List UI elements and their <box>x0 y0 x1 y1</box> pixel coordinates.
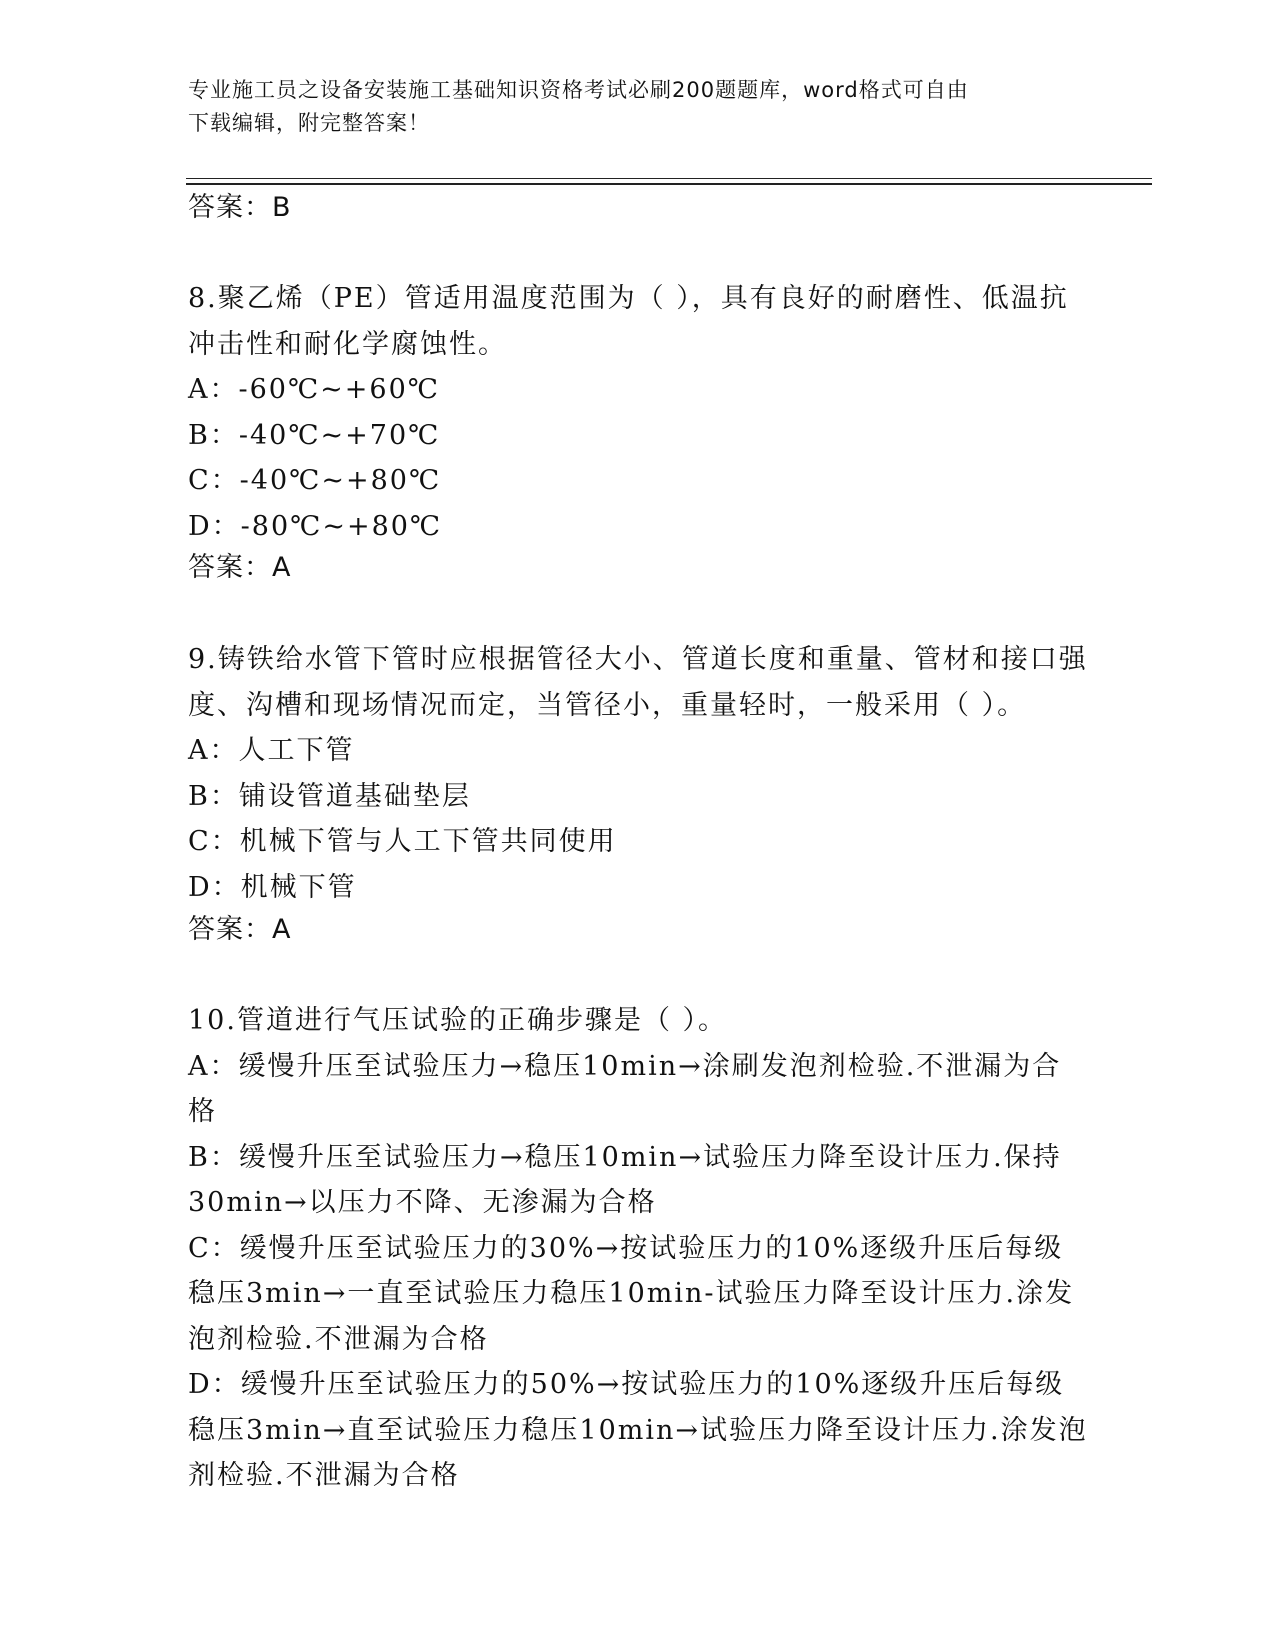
option-b: B：缓慢升压至试验压力→稳压10min→试验压力降至设计压力.保持30min→以压力不降、无渗漏为合格 <box>188 1141 1062 1218</box>
option-a: A：缓慢升压至试验压力→稳压10min→涂刷发泡剂检验.不泄漏为合格 <box>188 1050 1062 1127</box>
option-c: C：机械下管与人工下管共同使用 <box>188 826 617 857</box>
option-b: B：-40℃~+70℃ <box>188 419 441 451</box>
header-divider-thin <box>186 178 1152 179</box>
header-line-2: 下载编辑，附完整答案！ <box>188 111 430 135</box>
question-stem: 8.聚乙烯（PE）管适用温度范围为（ ），具有良好的耐磨性、低温抗冲击性和耐化学腐蚀性。 <box>188 283 1069 360</box>
option-d: D：缓慢升压至试验压力的50%→按试验压力的10%逐级升压后每级稳压3min→直至试验压力稳压10min→试验压力降至设计压力.涂发泡剂检验.不泄漏为合格 <box>188 1369 1088 1491</box>
question-stem: 9.铸铁给水管下管时应根据管径大小、管道长度和重量、管材和接口强度、沟槽和现场情况而定，当管径小，重量轻时，一般采用（ ）。 <box>188 644 1088 721</box>
header-line-1: 专业施工员之设备安装施工基础知识资格考试必刷200题题库，word格式可自由 <box>188 78 969 102</box>
header-divider-thick <box>186 183 1152 185</box>
answer-8: 答案：A <box>188 552 292 583</box>
question-8 <box>188 276 1088 549</box>
option-a: A：-60℃~+60℃ <box>188 374 440 405</box>
question-10 <box>188 998 1088 1499</box>
answer-9: 答案：A <box>188 914 292 945</box>
option-c: C：缓慢升压至试验压力的30%→按试验压力的10%逐级升压后每级稳压3min→一直至试验压力稳压10min-试验压力降至设计压力.涂发泡剂检验.不泄漏为合格 <box>188 1232 1075 1355</box>
option-a: A：人工下管 <box>188 735 355 766</box>
option-c: C：-40℃~+80℃ <box>188 465 442 496</box>
document-header <box>188 74 1068 140</box>
question-9 <box>188 637 1088 910</box>
question-stem: 10.管道进行气压试验的正确步骤是（ ）。 <box>188 1005 728 1036</box>
option-d: D：-80℃~+80℃ <box>188 510 443 542</box>
option-d: D：机械下管 <box>188 871 357 903</box>
option-b: B：铺设管道基础垫层 <box>188 780 471 812</box>
previous-answer: 答案：B <box>188 192 292 223</box>
